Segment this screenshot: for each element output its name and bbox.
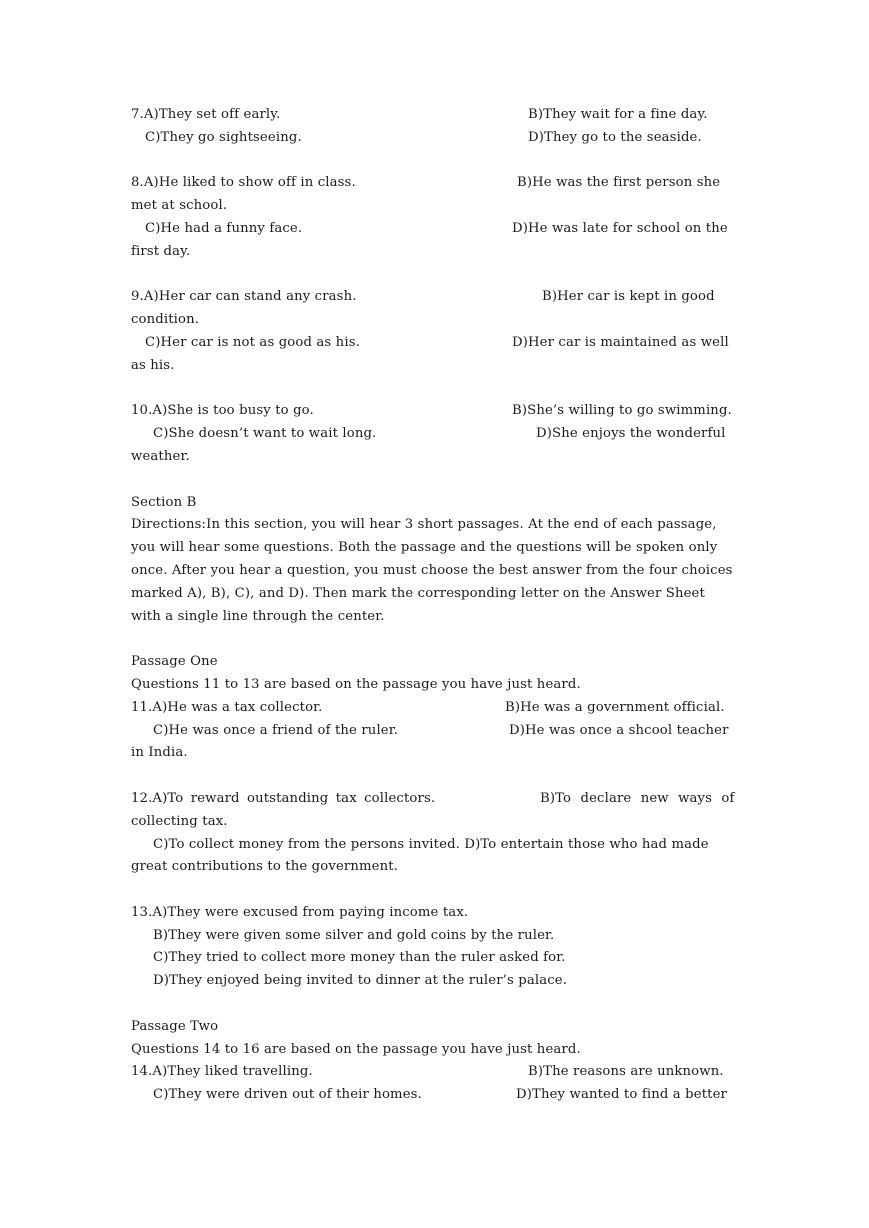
- q14-row-1: [131, 1061, 741, 1084]
- q14-option-a: 14.A)They liked travelling.: [131, 1064, 313, 1080]
- q9-option-a: 9.A)Her car can stand any crash.: [131, 289, 357, 305]
- q8-option-c: C)He had a funny face.: [145, 220, 303, 236]
- q13-option-b: B)They were given some silver and gold coins by the ruler.: [153, 927, 555, 943]
- q9-option-d-cont: as his.: [131, 357, 175, 373]
- q10-option-b: B)She’s willing to go swimming.: [512, 403, 732, 419]
- q11-option-d-cont: in India.: [131, 745, 188, 761]
- q11-option-c: C)He was once a friend of the ruler.: [153, 722, 399, 738]
- q7-row-1: [131, 104, 741, 127]
- q10-option-d: D)She enjoys the wonderful: [536, 426, 726, 442]
- exam-page: [131, 104, 741, 1107]
- q13-option-a: 13.A)They were excused from paying income tax.: [131, 904, 469, 920]
- q7-option-a: 7.A)They set off early.: [131, 107, 281, 122]
- q13-option-d: D)They enjoyed being invited to dinner at the ruler’s palace.: [153, 973, 568, 989]
- q11-option-a: 11.A)He was a tax collector.: [131, 699, 323, 715]
- q8-row-1: [131, 172, 741, 195]
- passage-one-intro: Questions 11 to 13 are based on the passage you have just heard.: [131, 676, 581, 692]
- q14-row-2: [131, 1084, 741, 1107]
- q14-option-c: C)They were driven out of their homes.: [153, 1087, 422, 1103]
- q12-option-b-cont: collecting tax.: [131, 813, 228, 829]
- q12-row-4: [131, 856, 741, 879]
- q8-option-b: B)He was the first person she: [517, 175, 721, 191]
- q7-row-2: [131, 127, 741, 150]
- q11-row-2: [131, 720, 741, 743]
- q12-row-3: [131, 834, 741, 857]
- directions-line-1: Directions:In this section, you will hear 3 short passages. At the end of each passage,: [131, 517, 717, 533]
- q10-row-2: [131, 423, 741, 446]
- q13-option-c: C)They tried to collect more money than the ruler asked for.: [153, 950, 566, 966]
- directions-line-5: with a single line through the center.: [131, 608, 385, 624]
- q8-row-4: [131, 241, 741, 264]
- q14-option-b: B)The reasons are unknown.: [528, 1064, 724, 1080]
- passage-two-intro: Questions 14 to 16 are based on the passage you have just heard.: [131, 1041, 581, 1057]
- q10-row-3: [131, 446, 741, 469]
- q9-row-3: [131, 332, 741, 355]
- q8-row-2: [131, 195, 741, 218]
- q9-option-d: D)Her car is maintained as well: [512, 334, 729, 350]
- q8-option-d: D)He was late for school on the: [512, 220, 728, 236]
- directions-line-3: once. After you hear a question, you must choose the best answer from the four choices: [131, 562, 733, 578]
- q7-option-b: B)They wait for a fine day.: [528, 107, 708, 122]
- q11-option-d: D)He was once a shcool teacher: [509, 722, 729, 738]
- q12-option-a: 12.A)To reward outstanding tax collectors.: [131, 790, 436, 806]
- q9-option-b-cont: condition.: [131, 312, 200, 328]
- q12-row-1: [131, 788, 741, 811]
- q11-row-1: [131, 697, 741, 720]
- q10-option-d-cont: weather.: [131, 448, 190, 464]
- q9-option-c: C)Her car is not as good as his.: [145, 334, 360, 350]
- q7-option-d: D)They go to the seaside.: [528, 129, 702, 145]
- directions-line-4: marked A), B), C), and D). Then mark the corresponding letter on the Answer Sheet: [131, 585, 705, 601]
- q11-option-b: B)He was a government official.: [505, 699, 725, 715]
- q8-row-3: [131, 218, 741, 241]
- q11-row-3: [131, 742, 741, 765]
- q12-option-b: B)To declare new ways of: [540, 790, 735, 806]
- q12-option-d-cont: great contributions to the government.: [131, 859, 399, 875]
- q9-row-4: [131, 355, 741, 378]
- q8-option-a: 8.A)He liked to show off in class.: [131, 175, 356, 191]
- section-b-heading: Section B: [131, 494, 197, 510]
- q9-option-b: B)Her car is kept in good: [542, 289, 715, 305]
- q14-option-d: D)They wanted to find a better: [516, 1087, 727, 1103]
- q12-options-c-d: C)To collect money from the persons invited. D)To entertain those who had made: [153, 836, 709, 852]
- q10-row-1: [131, 400, 741, 423]
- passage-two-heading: Passage Two: [131, 1018, 219, 1034]
- q7-option-c: C)They go sightseeing.: [145, 129, 302, 145]
- q10-option-a: 10.A)She is too busy to go.: [131, 403, 314, 419]
- q12-row-2: [131, 811, 741, 834]
- directions-line-2: you will hear some questions. Both the passage and the questions will be spoken only: [131, 540, 718, 556]
- q9-row-2: [131, 309, 741, 332]
- q9-row-1: [131, 286, 741, 309]
- q10-option-c: C)She doesn’t want to wait long.: [153, 426, 377, 442]
- q8-option-d-cont: first day.: [131, 243, 191, 259]
- passage-one-heading: Passage One: [131, 654, 218, 670]
- q8-option-b-cont: met at school.: [131, 198, 228, 214]
